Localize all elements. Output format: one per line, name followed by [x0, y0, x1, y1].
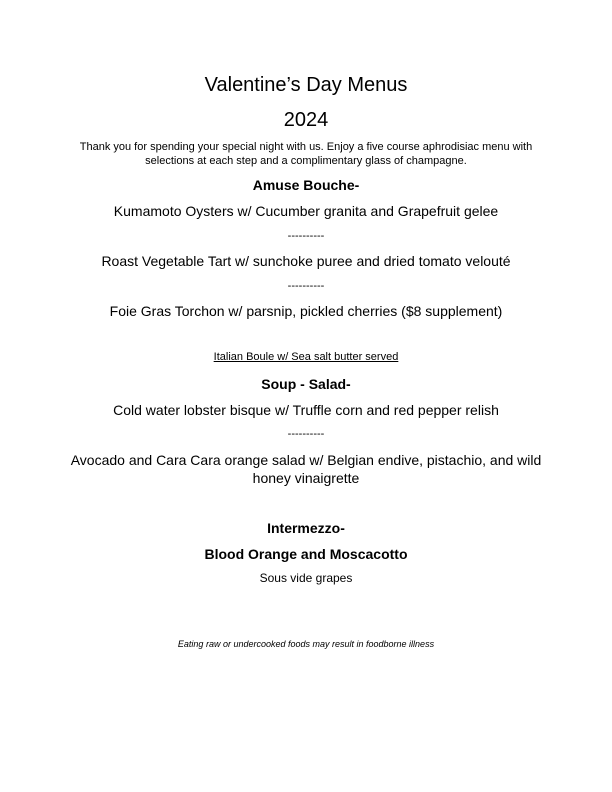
salad-item-avocado: Avocado and Cara Cara orange salad w/ Belgian endive, pistachio, and wild honey vinaigrette: [70, 452, 542, 486]
bread-note: Italian Boule w/ Sea salt butter served: [213, 351, 399, 363]
intermezzo-subheading: Blood Orange and Moscacotto: [204, 546, 408, 562]
menu-title: Valentine’s Day Menus: [204, 74, 408, 96]
separator: ----------: [287, 280, 325, 292]
separator: ----------: [287, 230, 325, 242]
soup-item-bisque: Cold water lobster bisque w/ Truffle corn and red pepper relish: [113, 402, 499, 418]
amuse-item-oysters: Kumamoto Oysters w/ Cucumber granita and Grapefruit gelee: [113, 203, 499, 219]
intermezzo-heading: Intermezzo-: [267, 520, 345, 536]
intermezzo-item-grapes: Sous vide grapes: [259, 571, 353, 585]
menu-year: 2024: [283, 109, 329, 131]
separator: ----------: [287, 428, 325, 440]
amuse-bouche-heading: Amuse Bouche-: [252, 177, 360, 193]
amuse-item-tart: Roast Vegetable Tart w/ sunchoke puree and dried tomato velouté: [101, 253, 511, 269]
soup-salad-heading: Soup - Salad-: [261, 376, 351, 392]
amuse-item-foie-gras: Foie Gras Torchon w/ parsnip, pickled cherries ($8 supplement): [109, 303, 503, 319]
menu-intro: Thank you for spending your special night with us. Enjoy a five course aphrodisiac menu with selections at each step and a complimentary glass of champagne.: [79, 141, 533, 167]
food-safety-disclaimer: Eating raw or undercooked foods may result in foodborne illness: [177, 639, 435, 649]
